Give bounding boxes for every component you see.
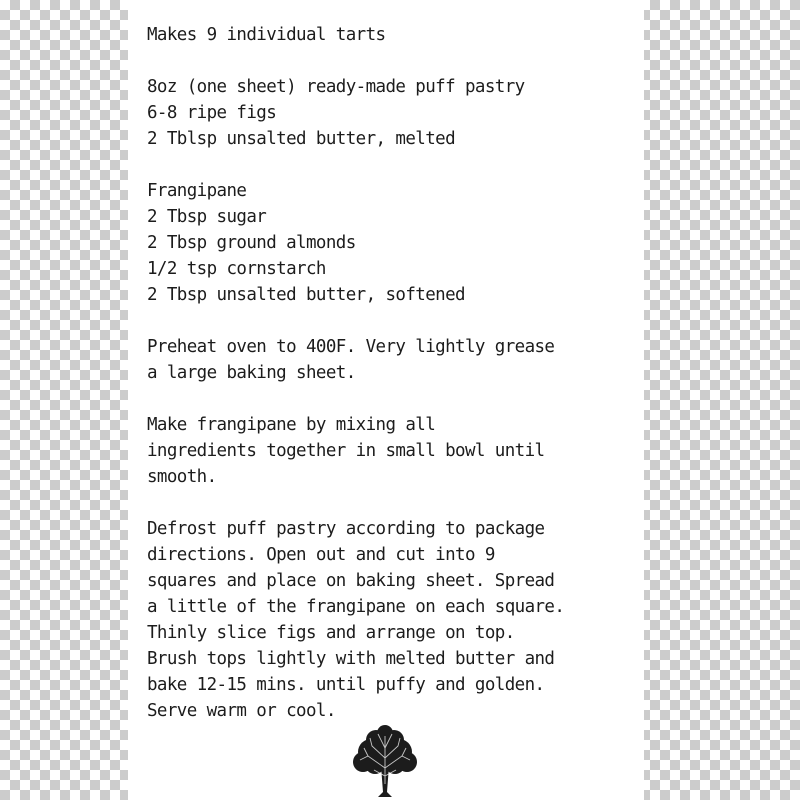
step-line: a large baking sheet.	[147, 363, 356, 383]
recipe-page	[128, 0, 644, 800]
step-line: Preheat oven to 400F. Very lightly grease	[147, 337, 555, 357]
step-line: a little of the frangipane on each square.	[147, 597, 565, 617]
yield-text: Makes 9 individual tarts	[147, 25, 386, 45]
step-line: ingredients together in small bowl until	[147, 441, 545, 461]
step-line: Defrost puff pastry according to package	[147, 519, 545, 539]
step-line: Make frangipane by mixing all	[147, 415, 436, 435]
ingredient-line: 6-8 ripe figs	[147, 103, 277, 123]
ingredient-line: 2 Tbsp ground almonds	[147, 233, 356, 253]
pastry-ingredients	[147, 74, 637, 152]
step-line: Brush tops lightly with melted butter and	[147, 649, 555, 669]
step-line: Serve warm or cool.	[147, 701, 336, 721]
frangipane-ingredients	[147, 178, 637, 308]
tree-icon	[350, 724, 420, 798]
step-line: bake 12-15 mins. until puffy and golden.	[147, 675, 545, 695]
step-assemble	[147, 516, 637, 724]
frangipane-heading: Frangipane	[147, 181, 247, 201]
step-line: smooth.	[147, 467, 217, 487]
ingredient-line: 2 Tbsp sugar	[147, 207, 267, 227]
step-line: squares and place on baking sheet. Spread	[147, 571, 555, 591]
step-preheat	[147, 334, 637, 386]
yield-block	[147, 22, 637, 48]
step-line: Thinly slice figs and arrange on top.	[147, 623, 515, 643]
step-line: directions. Open out and cut into 9	[147, 545, 495, 565]
ingredient-line: 2 Tblsp unsalted butter, melted	[147, 129, 456, 149]
recipe-text	[147, 22, 637, 750]
step-frangipane	[147, 412, 637, 490]
ingredient-line: 1/2 tsp cornstarch	[147, 259, 326, 279]
ingredient-line: 8oz (one sheet) ready-made puff pastry	[147, 77, 525, 97]
ingredient-line: 2 Tbsp unsalted butter, softened	[147, 285, 465, 305]
